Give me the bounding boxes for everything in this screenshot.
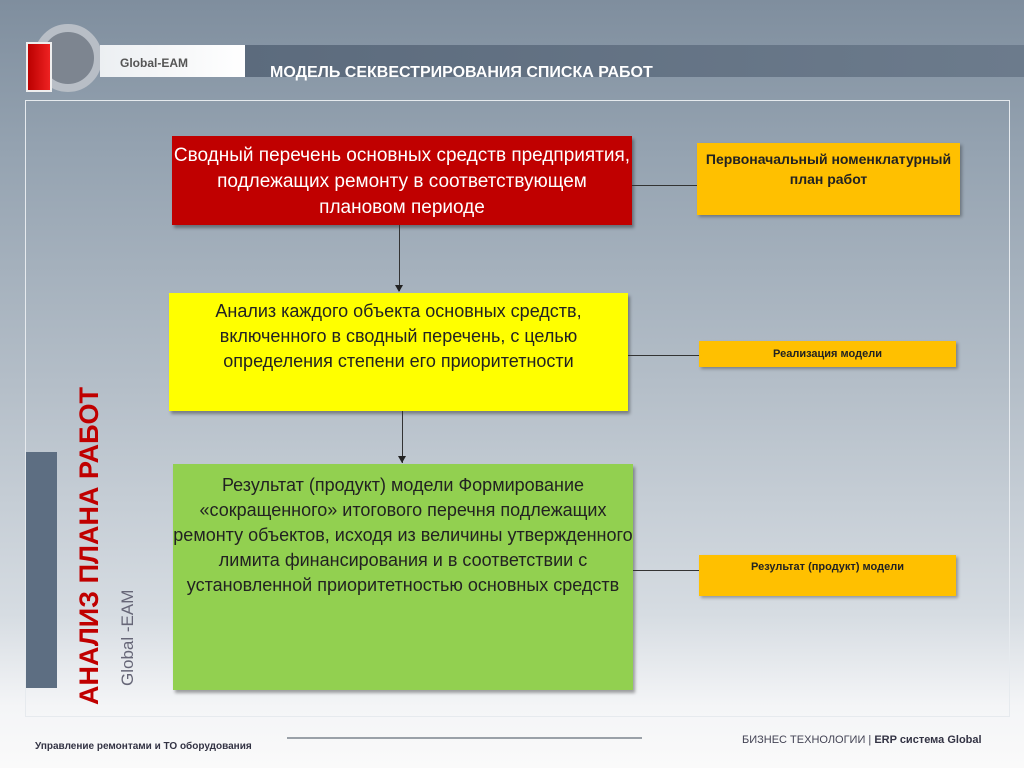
connector-tag-1 xyxy=(632,185,697,186)
arrow-head-1 xyxy=(395,285,403,296)
page-title: МОДЕЛЬ СЕКВЕСТРИРОВАНИЯ СПИСКА РАБОТ xyxy=(270,64,653,81)
tag-model-result: Результат (продукт) модели xyxy=(699,555,956,596)
connector-tag-3 xyxy=(633,570,699,571)
side-title: АНАЛИЗ ПЛАНА РАБОТ xyxy=(74,387,104,705)
tag-initial-plan: Первоначальный номенклатурный план работ xyxy=(697,143,960,215)
step-box-summary-list: Сводный перечень основных средств предприятия, подлежащих ремонту в соответствующем плановом периоде xyxy=(172,136,632,225)
side-accent-bar xyxy=(26,452,57,688)
connector-tag-2 xyxy=(628,355,699,356)
logo-emblem xyxy=(26,42,52,92)
footer-product: ERP система Global xyxy=(874,734,982,746)
footer-company: БИЗНЕС ТЕХНОЛОГИИ | xyxy=(742,734,875,746)
product-name: Global-EAM xyxy=(120,56,188,70)
step-box-result: Результат (продукт) модели Формирование «сокращенного» итогового перечня подлежащих ремонту объектов, исходя из величины утвержденного лимита финансирования и в соответствии с установленной приоритетностью основных средств xyxy=(173,464,633,690)
footer-right-text xyxy=(742,734,982,746)
footer-left-text: Управление ремонтами и ТО оборудования xyxy=(35,741,252,752)
arrow-connector-1 xyxy=(399,225,400,291)
step-box-analysis: Анализ каждого объекта основных средств, включенного в сводный перечень, с целью определения степени его приоритетности xyxy=(169,293,628,411)
tag-model-implementation: Реализация модели xyxy=(699,341,956,367)
arrow-head-2 xyxy=(398,456,406,467)
side-subtitle: Global -EAM xyxy=(118,589,137,686)
footer-divider xyxy=(287,737,642,739)
